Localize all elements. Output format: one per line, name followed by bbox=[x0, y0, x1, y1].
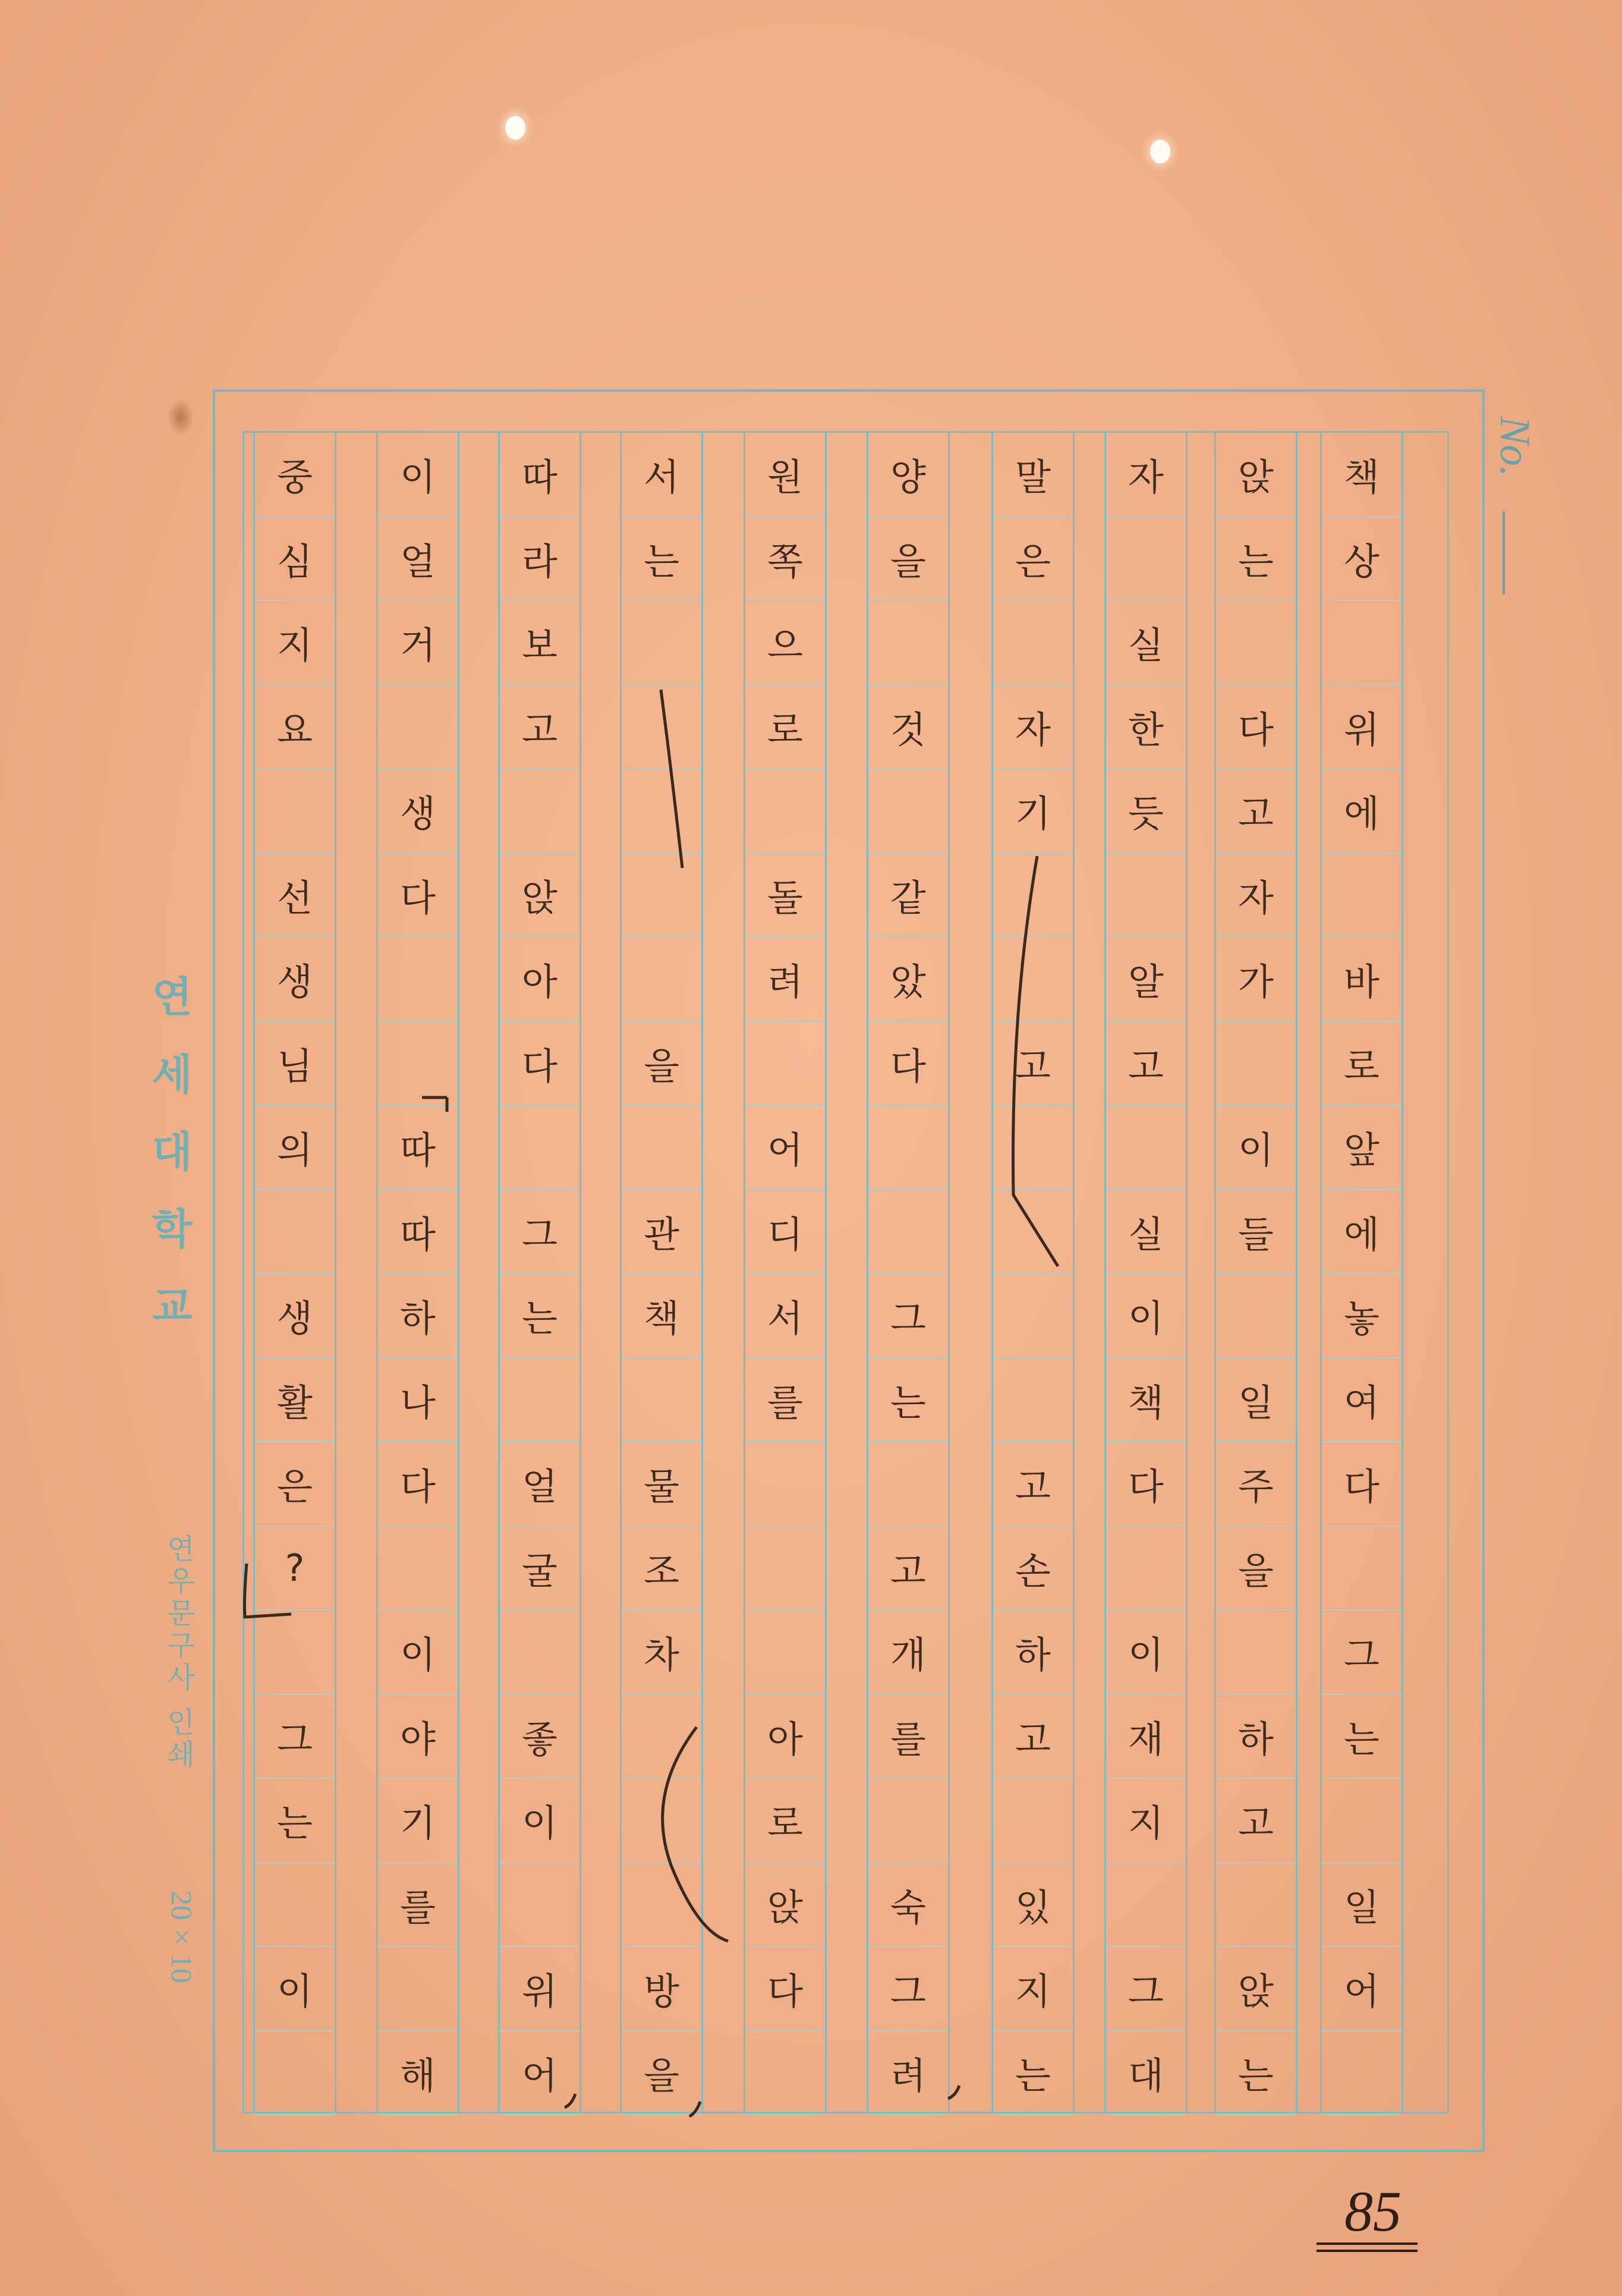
manuscript-cell bbox=[378, 1022, 458, 1106]
manuscript-cell bbox=[1322, 1779, 1401, 1863]
manuscript-cell bbox=[1216, 601, 1296, 685]
manuscript-cell: 알 bbox=[1106, 938, 1186, 1022]
manuscript-cell: 하 bbox=[1216, 1695, 1296, 1779]
manuscript-cell bbox=[255, 1611, 335, 1695]
manuscript-cell: 고 bbox=[1216, 1779, 1296, 1863]
manuscript-column bbox=[498, 433, 581, 2112]
manuscript-cell bbox=[255, 1190, 335, 1275]
manuscript-cell: 좋 bbox=[500, 1695, 579, 1779]
manuscript-cell: 하 bbox=[378, 1274, 458, 1358]
manuscript-cell: 자 bbox=[993, 685, 1073, 770]
manuscript-cell bbox=[868, 1779, 948, 1863]
manuscript-cell: 이 bbox=[1106, 1611, 1186, 1695]
manuscript-cell: 았 bbox=[868, 938, 948, 1022]
manuscript-cell: 서 bbox=[745, 1274, 825, 1358]
manuscript-cell bbox=[868, 1190, 948, 1275]
manuscript-cell: 말 bbox=[993, 433, 1073, 517]
manuscript-cell: 을 bbox=[622, 2031, 701, 2116]
manuscript-cell bbox=[255, 769, 335, 854]
manuscript-cell bbox=[993, 1190, 1073, 1275]
manuscript-cell: 앉 bbox=[1216, 1947, 1296, 2031]
manuscript-cell: 앞 bbox=[1322, 1106, 1401, 1190]
manuscript-cell: 관 bbox=[622, 1190, 701, 1275]
manuscript-cell bbox=[868, 1106, 948, 1190]
manuscript-cell: 같 bbox=[868, 854, 948, 938]
manuscript-cell: 고 bbox=[993, 1695, 1073, 1779]
manuscript-cell: 로 bbox=[1322, 1022, 1401, 1106]
manuscript-cell bbox=[993, 1358, 1073, 1443]
manuscript-cell: 가 bbox=[1216, 938, 1296, 1022]
manuscript-cell: 다 bbox=[1106, 1442, 1186, 1527]
manuscript-cell bbox=[378, 1527, 458, 1611]
manuscript-cell: 앉 bbox=[1216, 433, 1296, 517]
manuscript-cell: 그 bbox=[1106, 1947, 1186, 2031]
manuscript-cell bbox=[500, 769, 579, 854]
manuscript-cell: 다 bbox=[378, 1442, 458, 1527]
manuscript-cell: 실 bbox=[1106, 601, 1186, 685]
manuscript-cell: 기 bbox=[378, 1779, 458, 1863]
manuscript-cell: 다 bbox=[745, 1947, 825, 2031]
manuscript-cell bbox=[1322, 2031, 1401, 2116]
manuscript-cell: 의 bbox=[255, 1106, 335, 1190]
manuscript-cell: 차 bbox=[622, 1611, 701, 1695]
manuscript-cell bbox=[745, 1527, 825, 1611]
manuscript-cell: 앉 bbox=[745, 1863, 825, 1948]
manuscript-cell: 해 bbox=[378, 2031, 458, 2116]
manuscript-cell: 어 bbox=[500, 2031, 579, 2116]
manuscript-cell bbox=[622, 685, 701, 770]
manuscript-cell: 원 bbox=[745, 433, 825, 517]
manuscript-cell bbox=[378, 938, 458, 1022]
manuscript-cell: 위 bbox=[500, 1947, 579, 2031]
manuscript-cell: 돌 bbox=[745, 854, 825, 938]
manuscript-cell: 앉 bbox=[500, 854, 579, 938]
manuscript-cell bbox=[1106, 517, 1186, 602]
manuscript-cell bbox=[1106, 1863, 1186, 1948]
manuscript-cell: 어 bbox=[1322, 1947, 1401, 2031]
sheet-format: 20×10 bbox=[165, 1891, 199, 1983]
manuscript-cell: 아 bbox=[500, 938, 579, 1022]
manuscript-cell: 을 bbox=[622, 1022, 701, 1106]
manuscript-cell: 를 bbox=[868, 1695, 948, 1779]
manuscript-column bbox=[1104, 433, 1188, 2112]
manuscript-cell: 다 bbox=[1216, 685, 1296, 770]
manuscript-cell bbox=[255, 2031, 335, 2116]
manuscript-cell: 로 bbox=[745, 1779, 825, 1863]
manuscript-cell bbox=[1322, 854, 1401, 938]
manuscript-cell: 책 bbox=[622, 1274, 701, 1358]
manuscript-cell bbox=[993, 601, 1073, 685]
manuscript-cell bbox=[993, 1106, 1073, 1190]
manuscript-cell: 는 bbox=[993, 2031, 1073, 2116]
manuscript-cell: 얼 bbox=[500, 1442, 579, 1527]
manuscript-cell bbox=[1216, 1611, 1296, 1695]
manuscript-cell: 고 bbox=[1106, 1022, 1186, 1106]
manuscript-cell: 하 bbox=[993, 1611, 1073, 1695]
manuscript-cell: 아 bbox=[745, 1695, 825, 1779]
manuscript-cell bbox=[255, 1863, 335, 1948]
manuscript-column bbox=[1320, 433, 1403, 2112]
manuscript-cell bbox=[868, 601, 948, 685]
manuscript-column bbox=[744, 433, 827, 2112]
manuscript-cell bbox=[1106, 1527, 1186, 1611]
manuscript-cell: 에 bbox=[1322, 769, 1401, 854]
manuscript-cell: 를 bbox=[378, 1863, 458, 1948]
manuscript-cell: 책 bbox=[1106, 1358, 1186, 1443]
manuscript-cell bbox=[745, 1442, 825, 1527]
manuscript-cell: 조 bbox=[622, 1527, 701, 1611]
manuscript-cell: 을 bbox=[868, 517, 948, 602]
manuscript-cell: 생 bbox=[255, 1274, 335, 1358]
manuscript-cell: 실 bbox=[1106, 1190, 1186, 1275]
manuscript-cell: 선 bbox=[255, 854, 335, 938]
manuscript-cell: 서 bbox=[622, 433, 701, 517]
manuscript-cell: 생 bbox=[378, 769, 458, 854]
manuscript-cell bbox=[622, 938, 701, 1022]
manuscript-cell: 따 bbox=[378, 1190, 458, 1275]
manuscript-cell: 일 bbox=[1322, 1863, 1401, 1948]
manuscript-cell: 거 bbox=[378, 601, 458, 685]
manuscript-cell: 로 bbox=[745, 685, 825, 770]
manuscript-cell: 는 bbox=[1216, 2031, 1296, 2116]
manuscript-cell: 재 bbox=[1106, 1695, 1186, 1779]
punch-hole-left bbox=[505, 116, 525, 140]
manuscript-cell bbox=[745, 1611, 825, 1695]
manuscript-cell: 다 bbox=[1322, 1442, 1401, 1527]
manuscript-cell: 나 bbox=[378, 1358, 458, 1443]
manuscript-cell: 것 bbox=[868, 685, 948, 770]
manuscript-cell: 기 bbox=[993, 769, 1073, 854]
manuscript-cell: 이 bbox=[1216, 1106, 1296, 1190]
manuscript-cell: 고 bbox=[993, 1022, 1073, 1106]
manuscript-column bbox=[376, 433, 459, 2112]
manuscript-cell: 책 bbox=[1322, 433, 1401, 517]
manuscript-grid bbox=[242, 431, 1449, 2113]
manuscript-cell: 자 bbox=[1106, 433, 1186, 517]
manuscript-cell: 물 bbox=[622, 1442, 701, 1527]
manuscript-cell: 들 bbox=[1216, 1190, 1296, 1275]
manuscript-cell bbox=[622, 854, 701, 938]
manuscript-cell: 개 bbox=[868, 1611, 948, 1695]
manuscript-cell: 라 bbox=[500, 517, 579, 602]
manuscript-cell: 고 bbox=[993, 1442, 1073, 1527]
manuscript-cell: 를 bbox=[745, 1358, 825, 1443]
manuscript-cell: 듯 bbox=[1106, 769, 1186, 854]
manuscript-cell: 는 bbox=[255, 1779, 335, 1863]
manuscript-cell: 다 bbox=[500, 1022, 579, 1106]
school-name: 연세대학교 bbox=[144, 975, 194, 1361]
manuscript-cell bbox=[622, 1863, 701, 1948]
manuscript-cell: 따 bbox=[378, 1106, 458, 1190]
manuscript-cell: 중 bbox=[255, 433, 335, 517]
page-number: 85 bbox=[1344, 2179, 1401, 2243]
manuscript-cell: 려 bbox=[868, 2031, 948, 2116]
page-number-underline bbox=[1317, 2242, 1418, 2252]
manuscript-cell bbox=[1216, 1863, 1296, 1948]
manuscript-column bbox=[991, 433, 1075, 2112]
manuscript-cell bbox=[500, 1611, 579, 1695]
manuscript-column bbox=[620, 433, 703, 2112]
manuscript-cell: 그 bbox=[1322, 1611, 1401, 1695]
manuscript-cell bbox=[868, 1442, 948, 1527]
manuscript-cell bbox=[500, 1106, 579, 1190]
manuscript-cell: 으 bbox=[745, 601, 825, 685]
manuscript-cell bbox=[1106, 854, 1186, 938]
side-imprint bbox=[140, 975, 199, 2093]
manuscript-cell bbox=[1322, 1527, 1401, 1611]
manuscript-cell: 위 bbox=[1322, 685, 1401, 770]
manuscript-cell: 그 bbox=[868, 1947, 948, 2031]
manuscript-cell: 고 bbox=[868, 1527, 948, 1611]
manuscript-cell: 은 bbox=[993, 517, 1073, 602]
manuscript-cell: 그 bbox=[500, 1190, 579, 1275]
manuscript-cell: 그 bbox=[255, 1695, 335, 1779]
punch-hole-right bbox=[1150, 140, 1170, 163]
manuscript-cell bbox=[1216, 1274, 1296, 1358]
manuscript-cell bbox=[993, 854, 1073, 938]
manuscript-cell bbox=[1106, 1106, 1186, 1190]
manuscript-cell: 상 bbox=[1322, 517, 1401, 602]
sheet-number-label: No. bbox=[1491, 416, 1539, 477]
manuscript-cell: 이 bbox=[378, 433, 458, 517]
manuscript-cell: 고 bbox=[1216, 769, 1296, 854]
manuscript-cell: 이 bbox=[255, 1947, 335, 2031]
manuscript-cell: 는 bbox=[1322, 1695, 1401, 1779]
manuscript-cell: 생 bbox=[255, 938, 335, 1022]
manuscript-cell: 쪽 bbox=[745, 517, 825, 602]
manuscript-cell: 숙 bbox=[868, 1863, 948, 1948]
manuscript-cell: 굴 bbox=[500, 1527, 579, 1611]
manuscript-cell bbox=[745, 1022, 825, 1106]
manuscript-cell: 은 bbox=[255, 1442, 335, 1527]
manuscript-cell: 야 bbox=[378, 1695, 458, 1779]
manuscript-cell: 그 bbox=[868, 1274, 948, 1358]
manuscript-cell: 활 bbox=[255, 1358, 335, 1443]
manuscript-cell: 이 bbox=[1106, 1274, 1186, 1358]
manuscript-cell: 는 bbox=[1216, 517, 1296, 602]
manuscript-cell: ? bbox=[255, 1527, 335, 1611]
manuscript-cell: 에 bbox=[1322, 1190, 1401, 1275]
manuscript-cell: 다 bbox=[868, 1022, 948, 1106]
manuscript-column bbox=[1214, 433, 1297, 2112]
manuscript-cell: 한 bbox=[1106, 685, 1186, 770]
manuscript-cell bbox=[993, 1779, 1073, 1863]
manuscript-cell bbox=[745, 2031, 825, 2116]
manuscript-cell bbox=[622, 769, 701, 854]
manuscript-column bbox=[867, 433, 950, 2112]
manuscript-cell: 는 bbox=[622, 517, 701, 602]
manuscript-cell: 일 bbox=[1216, 1358, 1296, 1443]
manuscript-cell bbox=[993, 938, 1073, 1022]
manuscript-cell: 자 bbox=[1216, 854, 1296, 938]
manuscript-cell: 을 bbox=[1216, 1527, 1296, 1611]
manuscript-cell: 고 bbox=[500, 685, 579, 770]
manuscript-cell: 손 bbox=[993, 1527, 1073, 1611]
manuscript-cell: 따 bbox=[500, 433, 579, 517]
printer-name: 연우문구사 인쇄 bbox=[162, 1534, 195, 1772]
manuscript-cell: 지 bbox=[1106, 1779, 1186, 1863]
manuscript-cell bbox=[622, 1106, 701, 1190]
manuscript-cell bbox=[1322, 601, 1401, 685]
manuscript-cell: 놓 bbox=[1322, 1274, 1401, 1358]
manuscript-cell: 지 bbox=[993, 1947, 1073, 2031]
manuscript-cell: 대 bbox=[1106, 2031, 1186, 2116]
manuscript-cell: 바 bbox=[1322, 938, 1401, 1022]
manuscript-cell: 양 bbox=[868, 433, 948, 517]
manuscript-cell bbox=[993, 1274, 1073, 1358]
manuscript-cell bbox=[1216, 1022, 1296, 1106]
manuscript-cell bbox=[622, 601, 701, 685]
manuscript-cell: 있 bbox=[993, 1863, 1073, 1948]
manuscript-cell bbox=[868, 769, 948, 854]
manuscript-cell bbox=[378, 1947, 458, 2031]
manuscript-cell: 님 bbox=[255, 1022, 335, 1106]
manuscript-column bbox=[253, 433, 336, 2112]
manuscript-cell bbox=[500, 1863, 579, 1948]
paper-stain bbox=[168, 400, 193, 435]
manuscript-cell: 이 bbox=[378, 1611, 458, 1695]
manuscript-cell: 는 bbox=[500, 1274, 579, 1358]
manuscript-cell: 이 bbox=[500, 1779, 579, 1863]
manuscript-cell: 려 bbox=[745, 938, 825, 1022]
manuscript-cell: 여 bbox=[1322, 1358, 1401, 1443]
manuscript-cell bbox=[745, 769, 825, 854]
manuscript-cell bbox=[622, 1779, 701, 1863]
manuscript-cell: 다 bbox=[378, 854, 458, 938]
manuscript-cell bbox=[500, 1358, 579, 1443]
manuscript-cell bbox=[622, 1695, 701, 1779]
manuscript-cell: 주 bbox=[1216, 1442, 1296, 1527]
manuscript-cell: 방 bbox=[622, 1947, 701, 2031]
sheet-number-blank-line bbox=[1503, 511, 1505, 595]
manuscript-cell: 보 bbox=[500, 601, 579, 685]
manuscript-cell: 요 bbox=[255, 685, 335, 770]
manuscript-cell bbox=[378, 685, 458, 770]
manuscript-cell: 어 bbox=[745, 1106, 825, 1190]
manuscript-cell: 디 bbox=[745, 1190, 825, 1275]
manuscript-cell: 지 bbox=[255, 601, 335, 685]
manuscript-cell: 는 bbox=[868, 1358, 948, 1443]
manuscript-cell: 심 bbox=[255, 517, 335, 602]
manuscript-cell: 얼 bbox=[378, 517, 458, 602]
manuscript-cell bbox=[622, 1358, 701, 1443]
